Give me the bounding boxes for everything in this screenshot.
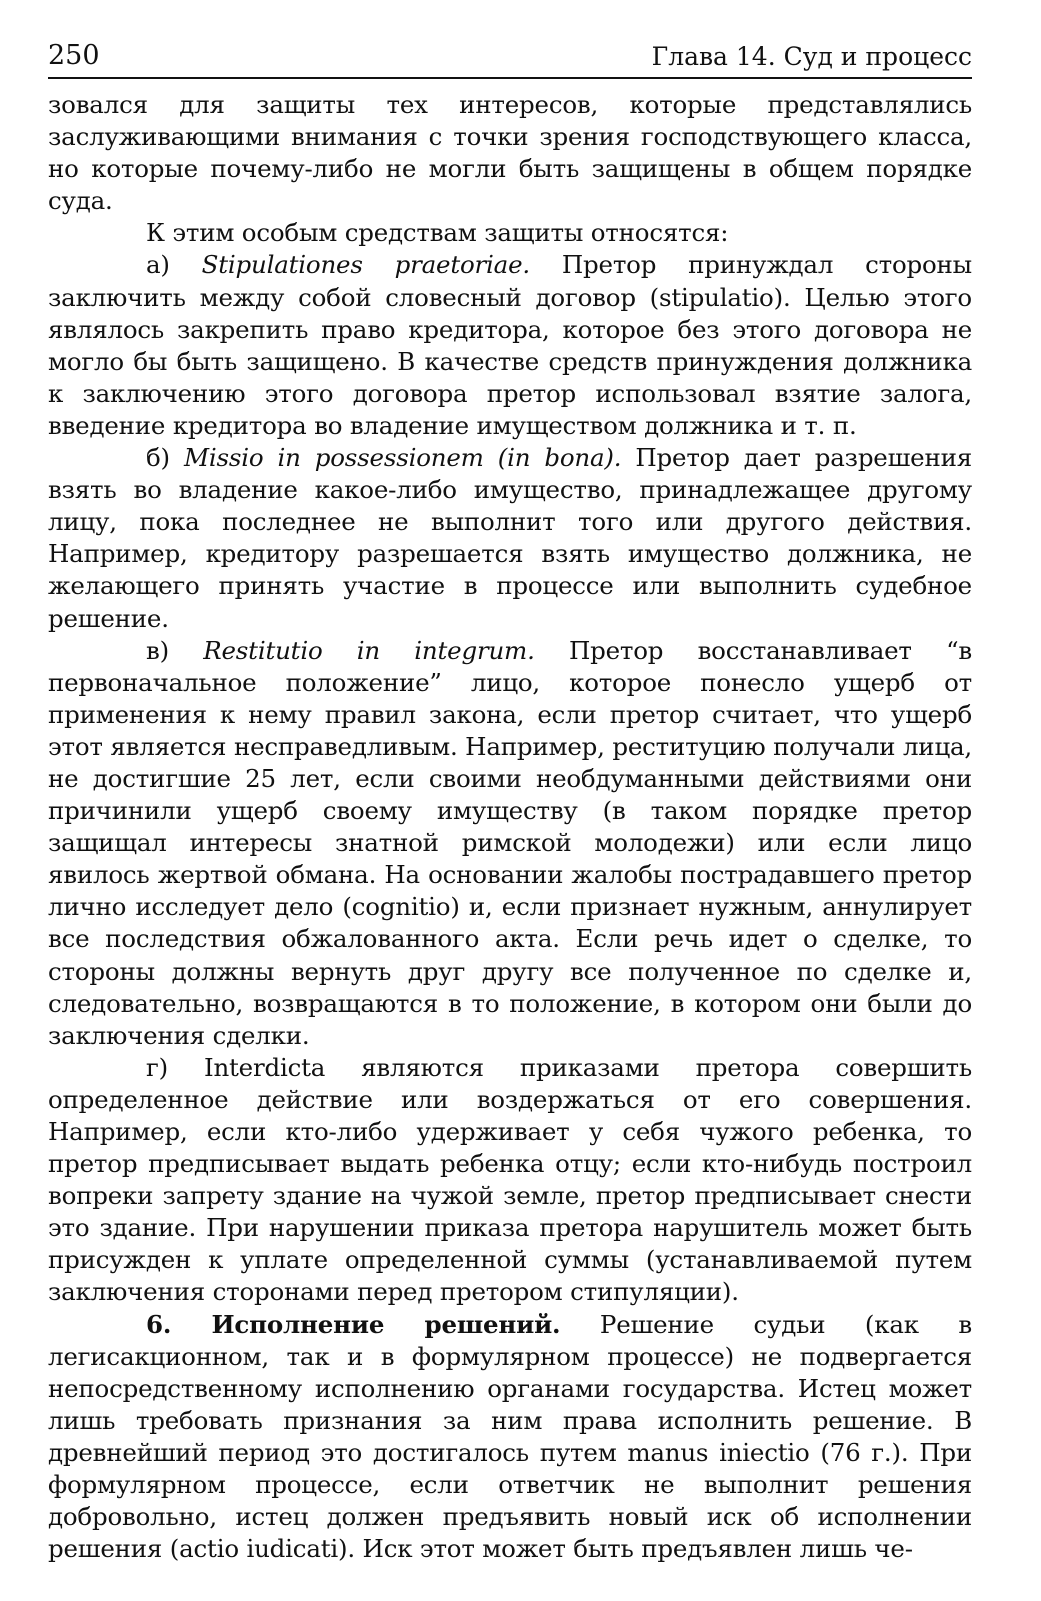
- page-body: [48, 89, 972, 1565]
- paragraph-intro: К этим особым средствам защиты относятся:: [146, 218, 729, 248]
- latin-term: Stipulationes praetoriae.: [201, 250, 530, 280]
- latin-term: Restitutio in integrum.: [203, 635, 535, 665]
- running-header: [48, 40, 972, 79]
- paragraph-stipulationes: а) Stipulationes praetoriae. Претор принуждал стороны заключить между собой словесный договор (stipulatio). Целью этого являлось закрепить право кредитора, которое без этого договора не могло бы быть защищено. В качестве средств принуждения должника к заключению этого договора претор использовал взятие залога, введение кредитора во владение имуществом должника и т. п.: [48, 250, 972, 440]
- page-number: 250: [48, 40, 100, 71]
- paragraph-interdicta: г) Interdicta являются приказами претора совершить определенное действие или воздержаться от его совершения. Например, если кто-либо удерживает у себя чужого ребенка, то претор предписывает выдать ребенка отцу; если кто-нибудь построил вопреки запрету здание на чужой земле, претор предписывает снести это здание. При нарушении приказа претора нарушитель может быть присужден к уплате определенной суммы (устанавливаемой путем заключения сторонами перед претором стипуляции).: [48, 1052, 972, 1307]
- paragraph-missio: б) Missio in possessionem (in bona). Претор дает разрешения взять во владение какое-либо имущество, принадлежащее другому лицу, пока последнее не выполнит того или другого действия. Например, кредитору разрешается взять имущество должника, не желающего принять участие в процессе или выполнить судебное решение.: [48, 443, 972, 633]
- book-page: [48, 40, 972, 1565]
- section-heading: 6. Исполнение решений.: [146, 1309, 561, 1339]
- latin-term: Missio in possessionem (in bona).: [183, 443, 622, 473]
- paragraph-execution: 6. Исполнение решений. Решение судьи (как в легисакционном, так и в формулярном процессе) не подвергается непосредственному исполнению органами государства. Истец может лишь требовать признания за ним права исполнить решение. В древнейший период это достигалось путем manus iniectio (76 г.). При формулярном процессе, если ответчик не выполнит решения добровольно, истец должен предъявить новый иск об исполнении решения (actio iudicati). Иск этот может быть предъявлен лишь че-: [48, 1309, 972, 1564]
- chapter-title: Глава 14. Суд и процесс: [651, 42, 972, 71]
- paragraph-restitutio: в) Restitutio in integrum. Претор восстанавливает “в первоначальное положение” лицо, которое понесло ущерб от применения к нему правил закона, если претор считает, что ущерб этот является несправедливым. Например, реституцию получали лица, не достигшие 25 лет, если своими необдуманными действиями они причинили ущерб своему имуществу (в таком порядке претор защищал интересы знатной римской молодежи) или если лицо явилось жертвой обмана. На основании жалобы пострадавшего претор лично исследует дело (cognitio) и, если признает нужным, аннулирует все последствия обжалованного акта. Если речь идет о сделке, то стороны должны вернуть друг другу все полученное по сделке и, следовательно, возвращаются в то положение, в котором они были до заключения сделки.: [48, 635, 972, 1050]
- paragraph-continuation: зовался для защиты тех интересов, которые представлялись заслуживающими внимания с точки зрения господствующего класса, но которые почему-либо не могли быть защищены в общем порядке суда.: [48, 90, 972, 216]
